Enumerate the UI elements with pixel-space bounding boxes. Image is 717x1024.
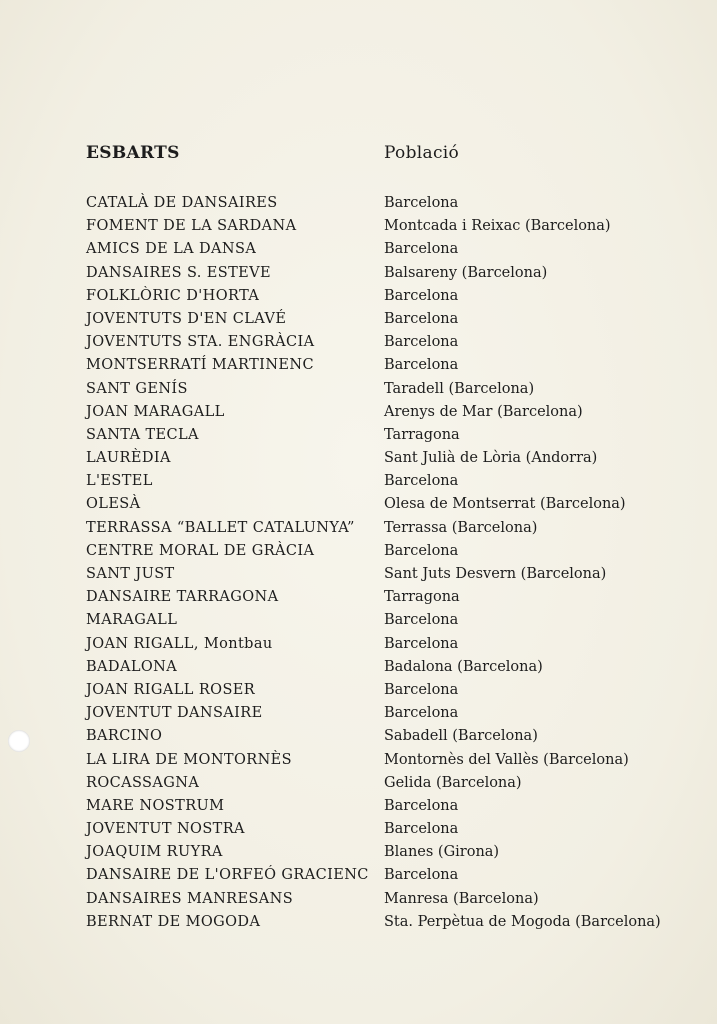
esbart-name: SANTA TECLA (86, 426, 199, 443)
list-item (0, 911, 717, 934)
esbart-name: L'ESTEL (86, 473, 153, 490)
list-item (0, 308, 717, 331)
list-item (0, 679, 717, 702)
list-item (0, 633, 717, 656)
list-item (0, 378, 717, 401)
poblacio-value: Arenys de Mar (Barcelona) (384, 403, 583, 420)
esbart-name: MARAGALL (86, 612, 178, 629)
list-item (0, 401, 717, 424)
esbart-name: SANT GENÍS (86, 380, 188, 397)
list-item (0, 702, 717, 725)
list-item (0, 470, 717, 493)
esbart-name: BADALONA (86, 658, 178, 675)
poblacio-value: Olesa de Montserrat (Barcelona) (384, 496, 626, 513)
esbart-name: LAURÈDIA (86, 450, 171, 467)
esbart-name: DANSAIRES S. ESTEVE (86, 264, 272, 281)
list-item (0, 795, 717, 818)
esbart-name: MONTSERRATÍ MARTINENC (86, 357, 314, 374)
list-item (0, 262, 717, 285)
poblacio-value: Montornès del Vallès (Barcelona) (384, 751, 629, 768)
list-item (0, 424, 717, 447)
esbart-name: JOVENTUT DANSAIRE (86, 705, 263, 722)
poblacio-value: Barcelona (384, 821, 459, 838)
list-item (0, 772, 717, 795)
poblacio-value: Barcelona (384, 542, 459, 559)
header-poblacio: Població (384, 143, 460, 163)
list-item (0, 540, 717, 563)
esbart-name: OLESÀ (86, 496, 141, 513)
esbart-name: CENTRE MORAL DE GRÀCIA (86, 542, 315, 559)
poblacio-value: Balsareny (Barcelona) (384, 264, 548, 281)
esbart-name: TERRASSA “BALLET CATALUNYA” (86, 519, 355, 536)
esbart-name: DANSAIRES MANRESANS (86, 890, 294, 907)
poblacio-value: Blanes (Girona) (384, 844, 500, 861)
list-item (0, 354, 717, 377)
list-item (0, 493, 717, 516)
list-item (0, 586, 717, 609)
list-item (0, 331, 717, 354)
esbart-name: MARE NOSTRUM (86, 797, 225, 814)
poblacio-value: Sant Julià de Lòria (Andorra) (384, 450, 598, 467)
list-item (0, 818, 717, 841)
poblacio-value: Barcelona (384, 705, 459, 722)
poblacio-value: Barcelona (384, 612, 459, 629)
list-item (0, 656, 717, 679)
list-item (0, 285, 717, 308)
esbart-name: DANSAIRE DE L'ORFEÓ GRACIENC (86, 867, 369, 884)
poblacio-value: Sta. Perpètua de Mogoda (Barcelona) (384, 913, 661, 930)
poblacio-value: Tarragona (384, 426, 460, 443)
list-item (0, 517, 717, 540)
esbart-name: JOVENTUTS D'EN CLAVÉ (86, 310, 287, 327)
poblacio-value: Montcada i Reixac (Barcelona) (384, 218, 611, 235)
poblacio-value: Tarragona (384, 589, 460, 606)
esbart-name: JOAN MARAGALL (86, 403, 225, 420)
esbart-name: AMICS DE LA DANSA (86, 241, 257, 258)
poblacio-value: Manresa (Barcelona) (384, 890, 539, 907)
poblacio-value: Barcelona (384, 473, 459, 490)
poblacio-value: Barcelona (384, 357, 459, 374)
list-item (0, 725, 717, 748)
list-item (0, 192, 717, 215)
esbarts-list (0, 192, 717, 934)
poblacio-value: Badalona (Barcelona) (384, 658, 543, 675)
esbart-name: BARCINO (86, 728, 163, 745)
poblacio-value: Barcelona (384, 867, 459, 884)
esbart-name: LA LIRA DE MONTORNÈS (86, 751, 292, 768)
list-item (0, 563, 717, 586)
esbart-name: ROCASSAGNA (86, 774, 200, 791)
esbart-name: JOAN RIGALL ROSER (86, 681, 256, 698)
list-item (0, 215, 717, 238)
poblacio-value: Sabadell (Barcelona) (384, 728, 538, 745)
poblacio-value: Barcelona (384, 797, 459, 814)
poblacio-value: Taradell (Barcelona) (384, 380, 535, 397)
esbart-name: BERNAT DE MOGODA (86, 913, 261, 930)
list-item (0, 888, 717, 911)
esbart-name: DANSAIRE TARRAGONA (86, 589, 279, 606)
esbart-name: FOLKLÒRIC D'HORTA (86, 287, 260, 304)
esbart-name: JOVENTUT NOSTRA (86, 821, 245, 838)
header-esbarts: ESBARTS (86, 143, 180, 163)
esbart-name: SANT JUST (86, 566, 175, 582)
poblacio-value: Sant Juts Desvern (Barcelona) (384, 566, 607, 582)
list-item (0, 238, 717, 261)
poblacio-value: Barcelona (384, 334, 459, 351)
esbart-name: JOAQUIM RUYRA (86, 844, 223, 861)
esbart-name: JOVENTUTS STA. ENGRÀCIA (86, 334, 315, 351)
list-item (0, 841, 717, 864)
esbart-name: FOMENT DE LA SARDANA (86, 218, 297, 235)
poblacio-value: Barcelona (384, 310, 459, 327)
esbart-name: JOAN RIGALL, Montbau (86, 635, 273, 652)
poblacio-value: Barcelona (384, 681, 459, 698)
poblacio-value: Barcelona (384, 195, 459, 211)
poblacio-value: Gelida (Barcelona) (384, 774, 522, 791)
poblacio-value: Barcelona (384, 635, 459, 652)
poblacio-value: Barcelona (384, 241, 459, 258)
poblacio-value: Barcelona (384, 287, 459, 304)
list-item (0, 864, 717, 887)
esbart-name: CATALÀ DE DANSAIRES (86, 195, 278, 211)
list-item (0, 447, 717, 470)
list-item (0, 609, 717, 632)
poblacio-value: Terrassa (Barcelona) (384, 519, 538, 536)
list-item (0, 749, 717, 772)
